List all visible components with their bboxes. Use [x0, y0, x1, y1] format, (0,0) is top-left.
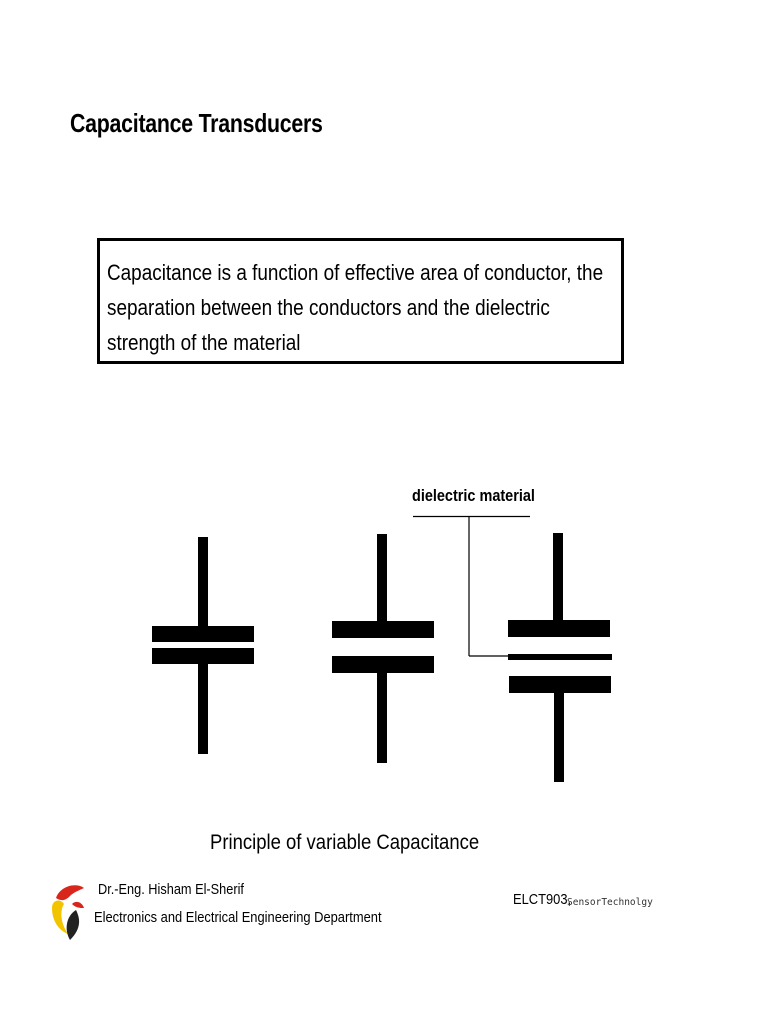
dielectric-layer — [508, 654, 612, 660]
author-name: Dr.-Eng. Hisham El-Sherif — [98, 881, 244, 898]
capacitor-lead-top — [377, 534, 387, 622]
capacitor-plate-top — [152, 626, 254, 642]
capacitor-lead-bottom — [198, 664, 208, 754]
dielectric-label: dielectric material — [412, 486, 535, 505]
diagram-caption: Principle of variable Capacitance — [210, 831, 480, 854]
capacitor-diagram — [0, 470, 768, 790]
definition-text: Capacitance is a function of effective area of conductor, the separation between the conductors and the dielectric strength of the material — [107, 260, 604, 355]
capacitor-lead-bottom — [554, 692, 564, 782]
capacitor-lead-top — [198, 537, 208, 627]
capacitor-lead-top — [553, 533, 563, 621]
definition-box — [97, 238, 624, 364]
capacitor-small-gap — [152, 537, 254, 754]
department-name: Electronics and Electrical Engineering Department — [94, 909, 382, 926]
capacitor-plate-top — [508, 620, 610, 637]
capacitor-lead-bottom — [377, 672, 387, 763]
university-logo — [50, 880, 90, 942]
course-code: ELCT903, — [513, 891, 572, 908]
course-name: SensorTechnolgy — [567, 897, 653, 908]
capacitor-with-dielectric — [508, 533, 612, 782]
slide-title: Capacitance Transducers — [70, 108, 323, 138]
capacitor-plate-bottom — [332, 656, 434, 673]
capacitor-wide-gap — [332, 534, 434, 763]
capacitor-plate-top — [332, 621, 434, 638]
course-info — [513, 891, 653, 909]
capacitor-plate-bottom — [509, 676, 611, 693]
capacitor-plate-bottom — [152, 648, 254, 664]
